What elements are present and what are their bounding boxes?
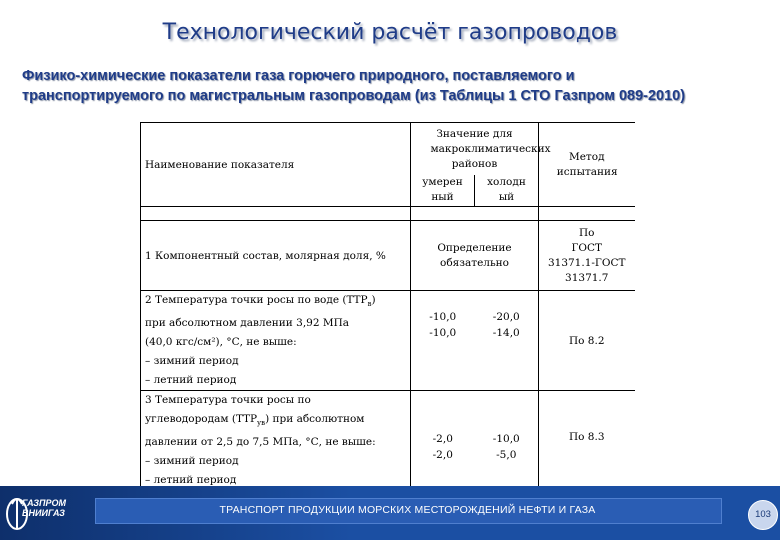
header-name: Наименование показателя bbox=[141, 123, 411, 207]
page-number: 103 bbox=[748, 500, 778, 530]
spacer-cell bbox=[411, 207, 475, 221]
row3-moderate bbox=[411, 391, 475, 491]
row3-method: По 8.3 bbox=[539, 391, 635, 491]
header-moderate bbox=[411, 175, 475, 207]
row3-line2 bbox=[145, 410, 406, 433]
row3-line1: 3 Температура точки росы по bbox=[145, 394, 311, 407]
row3-mod-summer: -2,0 bbox=[432, 449, 453, 462]
row3-cold-summer: -5,0 bbox=[496, 449, 517, 462]
row2-method: По 8.2 bbox=[539, 291, 635, 391]
row3-line5: – летний период bbox=[145, 474, 237, 487]
slide-subtitle bbox=[22, 66, 762, 106]
row3-line3: давлении от 2,5 до 7,5 МПа, °С, не выше: bbox=[145, 436, 376, 449]
row2-cold-winter: -20,0 bbox=[492, 311, 520, 323]
row3-line2-post: ) при абсолютном bbox=[265, 413, 365, 426]
header-cold bbox=[475, 175, 539, 207]
subtitle-line-2: транспортируемого по магистральным газопроводам (из Таблицы 1 СТО Газпром 089-2010) bbox=[22, 88, 686, 104]
spacer-cell bbox=[475, 207, 539, 221]
row2-line1 bbox=[145, 291, 406, 314]
logo-text bbox=[22, 498, 66, 518]
row2-line4: – зимний период bbox=[145, 355, 239, 368]
row1-method-l1: По bbox=[579, 226, 595, 239]
row2-cold bbox=[475, 291, 539, 391]
row1-name: 1 Компонентный состав, молярная доля, % bbox=[141, 221, 411, 291]
row3-line2-text: углеводородам (ТТР bbox=[145, 413, 258, 426]
row2-mod-winter: -10,0 bbox=[429, 311, 457, 323]
row3-mod-winter: -2,0 bbox=[432, 433, 453, 446]
row2-name bbox=[141, 291, 411, 391]
row1-value-text: Определение обязательно bbox=[437, 241, 512, 269]
header-value bbox=[411, 123, 551, 175]
slide-title: Технологический расчёт газопроводов bbox=[162, 20, 618, 45]
row1-method-l4: 31371.7 bbox=[565, 271, 609, 284]
row1-value bbox=[411, 221, 539, 291]
row2-line1-sub: в bbox=[367, 300, 372, 309]
footer-text: ТРАНСПОРТ ПРОДУКЦИИ МОРСКИХ МЕСТОРОЖДЕНИЙ НЕФТИ И ГАЗА bbox=[219, 504, 596, 516]
row2-line1-text: 2 Температура точки росы по воде (ТТР bbox=[145, 294, 368, 306]
row1-method bbox=[539, 221, 635, 291]
row3-line4: – зимний период bbox=[145, 455, 239, 468]
subtitle-line-1: Физико-химические показатели газа горючего природного, поставляемого и bbox=[22, 68, 575, 84]
row1-method-l3: 31371.1-ГОСТ bbox=[547, 256, 626, 269]
header-method-text: Метод испытания bbox=[556, 150, 618, 178]
row2-line3: (40,0 кгс/см²), °С, не выше: bbox=[145, 336, 297, 349]
row3-cold-winter: -10,0 bbox=[492, 433, 520, 446]
row2-moderate bbox=[411, 291, 475, 391]
row2-mod-summer: -10,0 bbox=[429, 327, 457, 339]
header-cold-text: холодный bbox=[487, 176, 526, 204]
logo-line-1: ГАЗПРОМ bbox=[22, 498, 66, 508]
row3-cold bbox=[475, 391, 539, 491]
spacer-cell bbox=[141, 207, 411, 221]
header-moderate-text: умеренный bbox=[422, 176, 463, 204]
row2-line5: – летний период bbox=[145, 374, 237, 387]
parameters-table bbox=[140, 122, 635, 491]
logo-line-2: ВНИИГАЗ bbox=[22, 508, 65, 518]
row1-method-l2: ГОСТ bbox=[571, 241, 603, 254]
header-value-text: Значение для макроклиматических районов bbox=[430, 128, 551, 170]
row3-line2-sub: ув bbox=[257, 419, 266, 428]
row3-name bbox=[141, 391, 411, 491]
header-method bbox=[539, 123, 635, 207]
row2-cold-summer: -14,0 bbox=[492, 327, 520, 339]
row2-line2: при абсолютном давлении 3,92 МПа bbox=[145, 317, 350, 330]
spacer-cell bbox=[539, 207, 635, 221]
row2-line1-post: ) bbox=[371, 294, 376, 306]
